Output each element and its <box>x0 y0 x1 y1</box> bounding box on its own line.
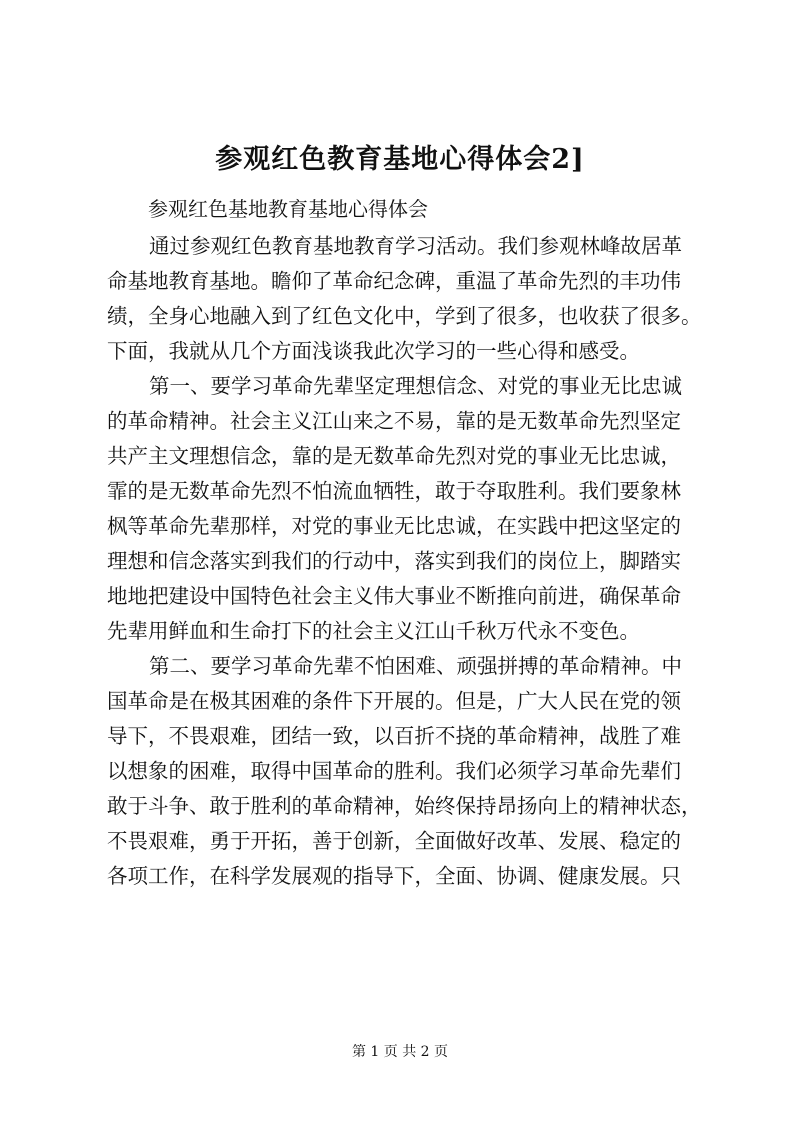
document-body <box>107 229 703 894</box>
paragraph-line: 导下，不畏艰难，团结一致，以百折不挠的革命精神，战胜了难 <box>107 724 681 748</box>
paragraph-line: 敢于斗争、敢于胜利的革命精神，始终保持昂扬向上的精神状态， <box>107 794 702 818</box>
paragraph-line: 第二、要学习革命先辈不怕困难、顽强拼搏的革命精神。中 <box>149 654 682 678</box>
paragraph-line: 第一、要学习革命先辈坚定理想信念、对党的事业无比忠诚 <box>149 374 682 398</box>
paragraph-line: 不畏艰难，勇于开拓，善于创新，全面做好改革、发展、稳定的 <box>107 829 681 853</box>
page-footer: 第 1 页 共 2 页 <box>351 1044 449 1060</box>
paragraph-line: 下面，我就从几个方面浅谈我此次学习的一些心得和感受。 <box>107 339 640 363</box>
document-title: 参观红色教育基地心得体会2] <box>215 144 585 175</box>
paragraph-line: 地地把建设中国特色社会主义伟大事业不断推向前进，确保革命 <box>107 584 681 608</box>
paragraph-line: 国革命是在极其困难的条件下开展的。但是，广大人民在党的领 <box>107 689 681 713</box>
paragraph-line: 绩，全身心地融入到了红色文化中，学到了很多，也收获了很多。 <box>107 304 702 328</box>
paragraph-line: 霏的是无数革命先烈不怕流血牺牲，敢于夺取胜利。我们要象林 <box>107 479 681 503</box>
document-subtitle: 参观红色基地教育基地心得体会 <box>148 197 428 221</box>
paragraph-line: 命基地教育基地。瞻仰了革命纪念碑，重温了革命先烈的丰功伟 <box>107 269 681 293</box>
paragraph-line: 的革命精神。社会主义江山来之不易，靠的是无数革命先烈坚定 <box>107 409 681 433</box>
paragraph-line: 枫等革命先辈那样，对党的事业无比忠诚，在实践中把这坚定的 <box>107 514 681 538</box>
paragraph-line: 以想象的困难，取得中国革命的胜利。我们必须学习革命先辈们 <box>107 759 681 783</box>
paragraph-line: 通过参观红色教育基地教育学习活动。我们参观林峰故居革 <box>149 234 682 258</box>
paragraph-line: 共产主文理想信念，靠的是无数革命先烈对党的事业无比忠诚， <box>107 444 681 468</box>
paragraph-line: 理想和信念落实到我们的行动中，落实到我们的岗位上，脚踏实 <box>107 549 681 573</box>
paragraph-line: 各项工作，在科学发展观的指导下，全面、协调、健康发展。只 <box>107 864 681 888</box>
paragraph-line: 先辈用鲜血和生命打下的社会主义江山千秋万代永不变色。 <box>107 619 640 643</box>
